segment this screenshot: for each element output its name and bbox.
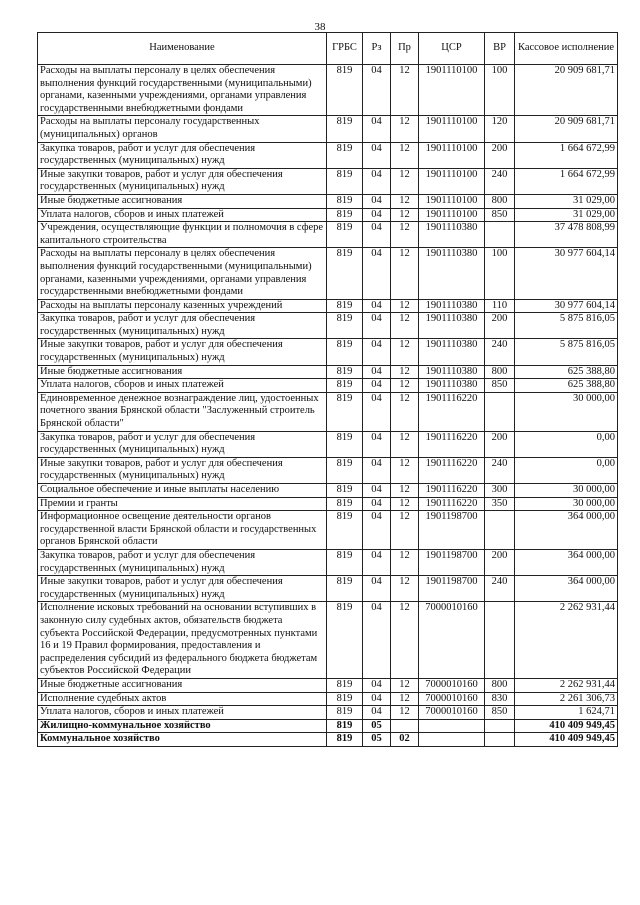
row-csr: 1901110380 — [419, 379, 485, 393]
row-vr — [485, 392, 515, 431]
row-rz: 05 — [363, 719, 391, 733]
row-rz: 04 — [363, 142, 391, 168]
row-vr: 240 — [485, 339, 515, 365]
table-row — [38, 692, 618, 706]
row-vr: 350 — [485, 497, 515, 511]
row-name: Иные бюджетные ассигнования — [38, 194, 327, 208]
table-row — [38, 431, 618, 457]
row-vr: 800 — [485, 194, 515, 208]
row-grbs: 819 — [327, 692, 363, 706]
row-pr: 12 — [391, 549, 419, 575]
row-amount: 625 388,80 — [515, 365, 618, 379]
row-name: Учреждения, осуществляющие функции и полномочия в сфере капитального строительства — [38, 222, 327, 248]
row-pr: 12 — [391, 168, 419, 194]
row-csr: 1901110100 — [419, 116, 485, 142]
row-name: Закупка товаров, работ и услуг для обеспечения государственных (муниципальных) нужд — [38, 313, 327, 339]
row-vr — [485, 719, 515, 733]
row-vr: 120 — [485, 116, 515, 142]
row-amount: 1 624,71 — [515, 706, 618, 720]
row-name: Информационное освещение деятельности органов государственной власти Брянской области и государственных органов Брянской области — [38, 511, 327, 550]
row-pr: 12 — [391, 65, 419, 116]
row-pr: 12 — [391, 142, 419, 168]
row-name: Иные закупки товаров, работ и услуг для обеспечения государственных (муниципальных) нужд — [38, 576, 327, 602]
row-rz: 04 — [363, 511, 391, 550]
row-csr: 1901110380 — [419, 248, 485, 299]
row-vr: 800 — [485, 678, 515, 692]
table-row — [38, 511, 618, 550]
row-grbs: 819 — [327, 313, 363, 339]
row-csr: 1901110100 — [419, 65, 485, 116]
table-row — [38, 719, 618, 733]
row-pr: 12 — [391, 313, 419, 339]
row-grbs: 819 — [327, 497, 363, 511]
row-rz: 04 — [363, 602, 391, 679]
row-vr: 800 — [485, 365, 515, 379]
row-csr: 1901116220 — [419, 457, 485, 483]
row-vr: 850 — [485, 208, 515, 222]
row-grbs: 819 — [327, 299, 363, 313]
row-amount: 30 977 604,14 — [515, 299, 618, 313]
row-name: Закупка товаров, работ и услуг для обеспечения государственных (муниципальных) нужд — [38, 431, 327, 457]
row-amount: 2 262 931,44 — [515, 602, 618, 679]
table-row — [38, 602, 618, 679]
row-csr: 7000010160 — [419, 692, 485, 706]
row-pr: 12 — [391, 692, 419, 706]
row-name: Исполнение исковых требований на основании вступивших в законную силу судебных актов, обязательств бюджета субъекта Российской Федерации, предусмотренных пунктами 16 и 19 Правил формирования, предоставления и распределения субсидий из федерального бюджета бюджетам субъектов Российской Федерации — [38, 602, 327, 679]
row-csr: 1901110100 — [419, 168, 485, 194]
row-grbs: 819 — [327, 365, 363, 379]
row-amount: 31 029,00 — [515, 208, 618, 222]
row-name: Единовременное денежное вознаграждение лиц, удостоенных почетного звания Брянской области "Заслуженный строитель Брянской области" — [38, 392, 327, 431]
row-vr: 200 — [485, 142, 515, 168]
row-grbs: 819 — [327, 194, 363, 208]
row-csr: 1901110380 — [419, 339, 485, 365]
row-pr: 12 — [391, 194, 419, 208]
row-name: Расходы на выплаты персоналу в целях обеспечения выполнения функций государственными (муниципальными) органами, казенными учреждениями, органами управления государственными внебюджетными фондами — [38, 248, 327, 299]
row-amount: 410 409 949,45 — [515, 733, 618, 747]
row-name: Иные закупки товаров, работ и услуг для обеспечения государственных (муниципальных) нужд — [38, 457, 327, 483]
row-pr: 02 — [391, 733, 419, 747]
header-name: Наименование — [38, 33, 327, 65]
row-grbs: 819 — [327, 116, 363, 142]
table-row — [38, 168, 618, 194]
row-csr — [419, 719, 485, 733]
row-pr: 12 — [391, 602, 419, 679]
header-grbs: ГРБС — [327, 33, 363, 65]
row-vr: 200 — [485, 313, 515, 339]
row-rz: 04 — [363, 65, 391, 116]
row-grbs: 819 — [327, 142, 363, 168]
page-number: 38 — [314, 21, 326, 33]
row-rz: 04 — [363, 365, 391, 379]
row-grbs: 819 — [327, 602, 363, 679]
row-amount: 30 000,00 — [515, 392, 618, 431]
row-grbs: 819 — [327, 168, 363, 194]
row-pr: 12 — [391, 339, 419, 365]
row-vr — [485, 511, 515, 550]
table-row — [38, 484, 618, 498]
row-pr: 12 — [391, 222, 419, 248]
row-name: Исполнение судебных актов — [38, 692, 327, 706]
row-amount: 1 664 672,99 — [515, 168, 618, 194]
row-name: Премии и гранты — [38, 497, 327, 511]
row-grbs: 819 — [327, 706, 363, 720]
row-rz: 04 — [363, 457, 391, 483]
row-vr: 830 — [485, 692, 515, 706]
row-csr: 1901110380 — [419, 313, 485, 339]
row-name: Иные закупки товаров, работ и услуг для обеспечения государственных (муниципальных) нужд — [38, 339, 327, 365]
row-rz: 05 — [363, 733, 391, 747]
row-csr: 1901110380 — [419, 365, 485, 379]
row-csr: 7000010160 — [419, 678, 485, 692]
row-amount: 364 000,00 — [515, 511, 618, 550]
table-row — [38, 248, 618, 299]
row-name: Расходы на выплаты персоналу казенных учреждений — [38, 299, 327, 313]
header-rz: Рз — [363, 33, 391, 65]
row-amount: 31 029,00 — [515, 194, 618, 208]
row-amount: 2 261 306,73 — [515, 692, 618, 706]
row-rz: 04 — [363, 194, 391, 208]
row-pr: 12 — [391, 365, 419, 379]
row-pr: 12 — [391, 497, 419, 511]
row-grbs: 819 — [327, 484, 363, 498]
row-pr: 12 — [391, 248, 419, 299]
row-rz: 04 — [363, 678, 391, 692]
row-grbs: 819 — [327, 248, 363, 299]
row-vr: 850 — [485, 706, 515, 720]
row-amount: 364 000,00 — [515, 576, 618, 602]
row-amount: 30 000,00 — [515, 484, 618, 498]
row-name: Уплата налогов, сборов и иных платежей — [38, 208, 327, 222]
table-header-row — [38, 33, 618, 65]
row-rz: 04 — [363, 313, 391, 339]
row-grbs: 819 — [327, 719, 363, 733]
row-amount: 410 409 949,45 — [515, 719, 618, 733]
row-grbs: 819 — [327, 379, 363, 393]
row-rz: 04 — [363, 208, 391, 222]
table-row — [38, 116, 618, 142]
row-vr — [485, 222, 515, 248]
row-pr: 12 — [391, 116, 419, 142]
row-rz: 04 — [363, 692, 391, 706]
row-pr: 12 — [391, 392, 419, 431]
row-csr: 1901116220 — [419, 431, 485, 457]
row-name: Закупка товаров, работ и услуг для обеспечения государственных (муниципальных) нужд — [38, 142, 327, 168]
row-rz: 04 — [363, 299, 391, 313]
row-vr — [485, 602, 515, 679]
row-grbs: 819 — [327, 576, 363, 602]
row-amount: 625 388,80 — [515, 379, 618, 393]
row-csr: 1901198700 — [419, 576, 485, 602]
row-vr: 100 — [485, 248, 515, 299]
table-row — [38, 392, 618, 431]
row-name: Иные бюджетные ассигнования — [38, 365, 327, 379]
row-rz: 04 — [363, 706, 391, 720]
row-name: Коммунальное хозяйство — [38, 733, 327, 747]
row-pr: 12 — [391, 379, 419, 393]
table-row — [38, 379, 618, 393]
row-vr: 300 — [485, 484, 515, 498]
row-vr: 200 — [485, 549, 515, 575]
row-csr: 1901198700 — [419, 549, 485, 575]
row-csr: 1901116220 — [419, 484, 485, 498]
row-pr: 12 — [391, 431, 419, 457]
table-row — [38, 497, 618, 511]
row-vr: 240 — [485, 168, 515, 194]
row-grbs: 819 — [327, 733, 363, 747]
table-row — [38, 142, 618, 168]
row-rz: 04 — [363, 392, 391, 431]
row-rz: 04 — [363, 576, 391, 602]
row-csr: 1901116220 — [419, 497, 485, 511]
row-name: Расходы на выплаты персоналу в целях обеспечения выполнения функций государственными (муниципальными) органами, казенными учреждениями, органами управления государственными внебюджетными фондами — [38, 65, 327, 116]
row-name: Уплата налогов, сборов и иных платежей — [38, 379, 327, 393]
row-grbs: 819 — [327, 457, 363, 483]
row-rz: 04 — [363, 497, 391, 511]
table-row — [38, 313, 618, 339]
row-amount: 5 875 816,05 — [515, 339, 618, 365]
row-vr: 100 — [485, 65, 515, 116]
row-rz: 04 — [363, 222, 391, 248]
row-pr: 12 — [391, 511, 419, 550]
row-pr — [391, 719, 419, 733]
row-csr — [419, 733, 485, 747]
table-row — [38, 678, 618, 692]
row-csr: 7000010160 — [419, 602, 485, 679]
row-vr: 240 — [485, 457, 515, 483]
header-pr: Пр — [391, 33, 419, 65]
row-amount: 30 000,00 — [515, 497, 618, 511]
row-rz: 04 — [363, 431, 391, 457]
table-row — [38, 65, 618, 116]
row-pr: 12 — [391, 457, 419, 483]
row-pr: 12 — [391, 678, 419, 692]
row-pr: 12 — [391, 299, 419, 313]
row-csr: 1901110100 — [419, 142, 485, 168]
row-amount: 0,00 — [515, 457, 618, 483]
table-row — [38, 706, 618, 720]
row-vr: 110 — [485, 299, 515, 313]
budget-table — [37, 32, 618, 747]
row-csr: 1901110380 — [419, 299, 485, 313]
row-rz: 04 — [363, 379, 391, 393]
row-name: Иные закупки товаров, работ и услуг для обеспечения государственных (муниципальных) нужд — [38, 168, 327, 194]
row-pr: 12 — [391, 706, 419, 720]
row-amount: 5 875 816,05 — [515, 313, 618, 339]
table-row — [38, 365, 618, 379]
row-grbs: 819 — [327, 222, 363, 248]
table-row — [38, 457, 618, 483]
table-body — [38, 65, 618, 747]
row-name: Закупка товаров, работ и услуг для обеспечения государственных (муниципальных) нужд — [38, 549, 327, 575]
row-amount: 364 000,00 — [515, 549, 618, 575]
row-rz: 04 — [363, 549, 391, 575]
table-row — [38, 733, 618, 747]
row-amount: 20 909 681,71 — [515, 116, 618, 142]
row-grbs: 819 — [327, 65, 363, 116]
row-rz: 04 — [363, 339, 391, 365]
row-grbs: 819 — [327, 678, 363, 692]
header-csr: ЦСР — [419, 33, 485, 65]
row-grbs: 819 — [327, 431, 363, 457]
row-grbs: 819 — [327, 511, 363, 550]
row-name: Жилищно-коммунальное хозяйство — [38, 719, 327, 733]
row-amount: 1 664 672,99 — [515, 142, 618, 168]
row-pr: 12 — [391, 576, 419, 602]
table-row — [38, 299, 618, 313]
row-grbs: 819 — [327, 339, 363, 365]
row-rz: 04 — [363, 168, 391, 194]
row-pr: 12 — [391, 484, 419, 498]
row-name: Социальное обеспечение и иные выплаты населению — [38, 484, 327, 498]
row-pr: 12 — [391, 208, 419, 222]
row-amount: 37 478 808,99 — [515, 222, 618, 248]
header-amount: Кассовое исполнение — [515, 33, 618, 65]
row-rz: 04 — [363, 248, 391, 299]
table-row — [38, 576, 618, 602]
row-csr: 1901116220 — [419, 392, 485, 431]
table-row — [38, 549, 618, 575]
row-amount: 2 262 931,44 — [515, 678, 618, 692]
row-grbs: 819 — [327, 549, 363, 575]
row-name: Уплата налогов, сборов и иных платежей — [38, 706, 327, 720]
row-csr: 7000010160 — [419, 706, 485, 720]
row-csr: 1901110380 — [419, 222, 485, 248]
row-vr: 240 — [485, 576, 515, 602]
row-amount: 30 977 604,14 — [515, 248, 618, 299]
row-rz: 04 — [363, 116, 391, 142]
row-csr: 1901110100 — [419, 208, 485, 222]
row-rz: 04 — [363, 484, 391, 498]
table-row — [38, 194, 618, 208]
row-csr: 1901198700 — [419, 511, 485, 550]
row-amount: 20 909 681,71 — [515, 65, 618, 116]
row-csr: 1901110100 — [419, 194, 485, 208]
row-vr: 850 — [485, 379, 515, 393]
row-grbs: 819 — [327, 208, 363, 222]
row-vr — [485, 733, 515, 747]
row-name: Расходы на выплаты персоналу государственных (муниципальных) органов — [38, 116, 327, 142]
header-vr: ВР — [485, 33, 515, 65]
table-row — [38, 208, 618, 222]
row-grbs: 819 — [327, 392, 363, 431]
row-amount: 0,00 — [515, 431, 618, 457]
row-vr: 200 — [485, 431, 515, 457]
table-row — [38, 339, 618, 365]
table-row — [38, 222, 618, 248]
row-name: Иные бюджетные ассигнования — [38, 678, 327, 692]
